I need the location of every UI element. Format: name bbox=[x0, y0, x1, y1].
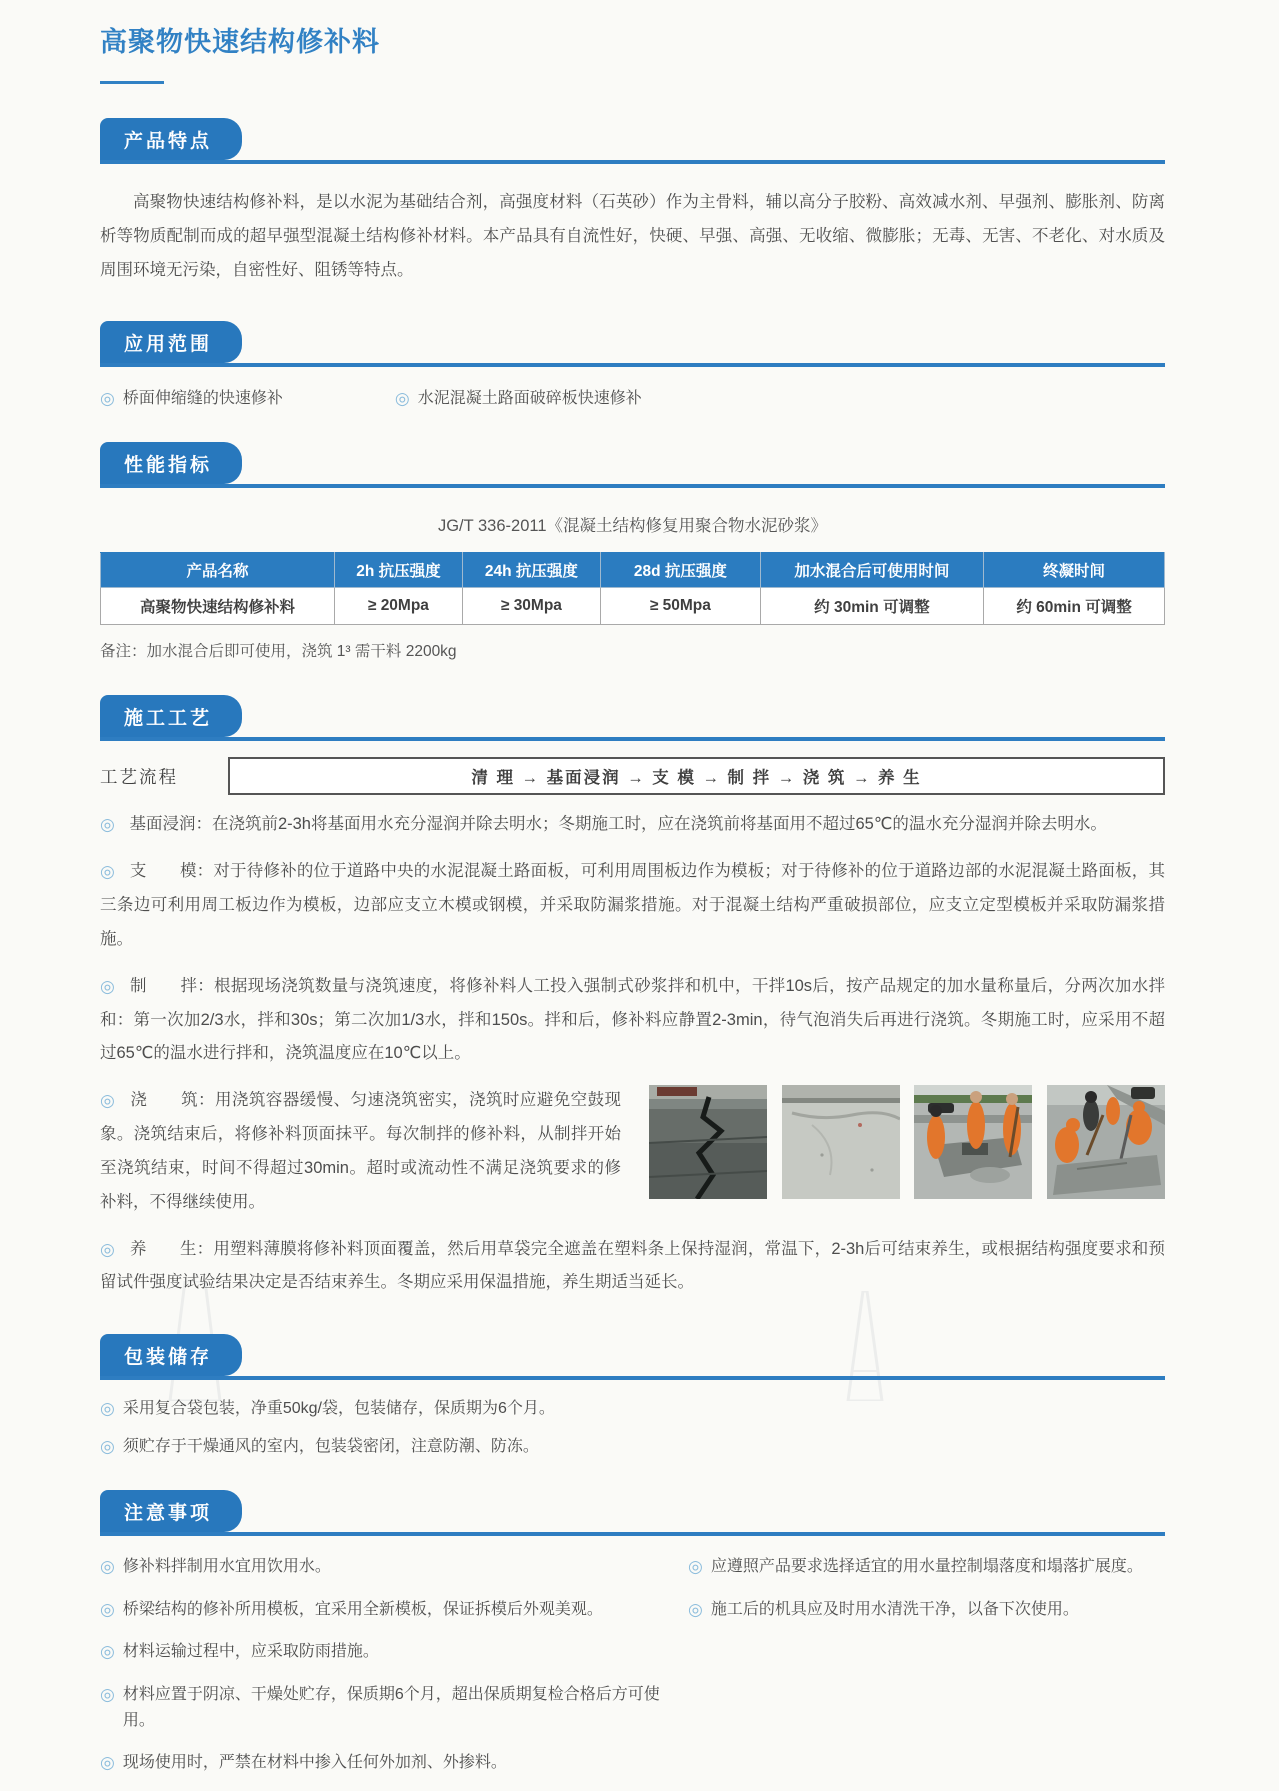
ring-bullet-icon: ◎ bbox=[100, 1091, 116, 1111]
construction-step bbox=[100, 1083, 1165, 1219]
notice-text: 材料运输过程中，应采取防雨措施。 bbox=[122, 1643, 379, 1661]
table-cell: ≥ 50Mpa bbox=[601, 588, 761, 625]
construction-step bbox=[100, 1232, 1165, 1301]
applications-list bbox=[100, 385, 1165, 408]
construction-step bbox=[100, 969, 1165, 1071]
notice-text: 施工后的机具应及时用水清洗干净，以备下次使用。 bbox=[710, 1600, 1079, 1618]
section-heading-notices: 注意事项 bbox=[100, 1490, 242, 1532]
step-text: 基面浸润：在浇筑前2-3h将基面用水充分湿润并除去明水；冬期施工时，应在浇筑前将基面用不超过65℃的温水充分湿润并除去明水。 bbox=[129, 815, 1107, 834]
page-title: 高聚物快速结构修补料 bbox=[100, 27, 380, 57]
features-paragraph: 高聚物快速结构修补料，是以水泥为基础结合剂，高强度材料（石英砂）作为主骨料，辅以高分子胶粉、高效减水剂、早强剂、膨胀剂、防离析等物质配制而成的超早强型混凝土结构修补材料。本产品具有自流性好，快硬、早强、高强、无收缩、微膨胀；无毒、无害、不老化、对水质及周围环境无污染，自密性好、阻锈等特点。 bbox=[100, 193, 1165, 279]
list-item bbox=[100, 1680, 688, 1733]
list-item bbox=[100, 1637, 688, 1665]
notice-text: 应遵照产品要求选择适宜的用水量控制塌落度和塌落扩展度。 bbox=[710, 1558, 1143, 1576]
ring-bullet-icon: ◎ bbox=[100, 815, 115, 835]
section-head-notices bbox=[100, 1490, 1165, 1536]
list-item bbox=[100, 1433, 1165, 1456]
table-row bbox=[101, 588, 1165, 625]
notice-text: 材料应置于阴凉、干燥处贮存，保质期6个月，超出保质期复检合格后方可使用。 bbox=[122, 1685, 660, 1729]
table-cell: 约 30min 可调整 bbox=[760, 588, 983, 625]
notice-text: 现场使用时，严禁在材料中掺入任何外加剂、外掺料。 bbox=[122, 1754, 507, 1772]
ring-bullet-icon: ◎ bbox=[100, 1437, 115, 1457]
step-text: 制 拌：根据现场浇筑数量与浇筑速度，将修补料人工投入强制式砂浆拌和机中，干拌10s后，按产品规定的加水量称量后，分两次加水拌和：第一次加2/3水，拌和30s；第二次加1/3水，拌和150s。拌和后，修补料应静置2-3min，待气泡消失后再进行浇筑。冬期施工时，应采用不超过65℃的温水进行拌和，浇筑温度应在10℃以上。 bbox=[100, 976, 1165, 1063]
list-item bbox=[688, 1595, 1165, 1623]
application-text: 水泥混凝土路面破碎板快速修补 bbox=[417, 390, 642, 408]
list-item bbox=[395, 385, 642, 408]
ring-bullet-icon: ◎ bbox=[100, 389, 115, 409]
section-head-construction bbox=[100, 695, 1165, 741]
notice-text: 修补料拌制用水宜用饮用水。 bbox=[122, 1558, 331, 1576]
table-note: 备注：加水混合后即可使用，浇筑 1³ 需干料 2200kg bbox=[100, 643, 457, 661]
photo-cracked-dark-pavement bbox=[649, 1085, 767, 1199]
ring-bullet-icon: ◎ bbox=[688, 1557, 703, 1577]
table-cell: ≥ 30Mpa bbox=[462, 588, 600, 625]
datasheet-page bbox=[100, 0, 1165, 1791]
ring-bullet-icon: ◎ bbox=[100, 1239, 116, 1259]
table-cell: 约 60min 可调整 bbox=[984, 588, 1165, 625]
packaging-text: 须贮存于干燥通风的室内，包装袋密闭，注意防潮、防冻。 bbox=[122, 1438, 539, 1456]
list-item bbox=[100, 1748, 688, 1776]
ring-bullet-icon: ◎ bbox=[100, 976, 116, 996]
column-header: 28d 抗压强度 bbox=[601, 553, 761, 588]
flow-label: 工艺流程 bbox=[100, 766, 178, 787]
construction-step bbox=[100, 854, 1165, 956]
performance-table bbox=[100, 552, 1165, 625]
photo-workers-finishing-patch bbox=[1047, 1085, 1165, 1199]
ring-bullet-icon: ◎ bbox=[394, 389, 410, 409]
list-item bbox=[100, 1595, 688, 1623]
ring-bullet-icon: ◎ bbox=[100, 862, 116, 882]
notices-left-column bbox=[100, 1552, 688, 1791]
table-cell: ≥ 20Mpa bbox=[335, 588, 463, 625]
notices-list bbox=[100, 1552, 1165, 1791]
section-heading-packaging: 包装储存 bbox=[100, 1334, 242, 1376]
step-text: 浇 筑：用浇筑容器缓慢、匀速浇筑密实，浇筑时应避免空鼓现象。浇筑结束后，将修补料顶面抹平。每次制拌的修补料，从制拌开始至浇筑结束，时间不得超过30min。超时或流动性不满足浇筑要求的修补料，不得继续使用。 bbox=[100, 1091, 622, 1211]
packaging-text: 采用复合袋包装，净重50kg/袋，包装储存，保质期为6个月。 bbox=[122, 1400, 555, 1418]
section-heading-performance: 性能指标 bbox=[100, 442, 242, 484]
step-text: 支 模：对于待修补的位于道路中央的水泥混凝土路面板，可利用周围板边作为模板；对于待修补的位于道路边部的水泥混凝土路面板，其三条边可利用周工板边作为模板，边部应支立木模或钢模，并采取防漏浆措施。对于混凝土结构严重破损部位，应支立定型模板并采取防漏浆措施。 bbox=[100, 862, 1166, 948]
ring-bullet-icon: ◎ bbox=[100, 1642, 115, 1662]
column-header: 2h 抗压强度 bbox=[335, 553, 463, 588]
section-head-features bbox=[100, 118, 1165, 164]
section-heading-features: 产品特点 bbox=[100, 118, 242, 160]
flow-diagram: 清 理 → 基面浸润 → 支 模 → 制 拌 → 浇 筑 → 养 生 bbox=[228, 757, 1165, 795]
notice-text: 桥梁结构的修补所用模板，宜采用全新模板，保证拆模后外观美观。 bbox=[122, 1600, 603, 1618]
application-text: 桥面伸缩缝的快速修补 bbox=[122, 390, 283, 408]
ring-bullet-icon: ◎ bbox=[688, 1599, 703, 1619]
section-heading-applications: 应用范围 bbox=[100, 321, 242, 363]
section-head-applications bbox=[100, 321, 1165, 367]
column-header: 24h 抗压强度 bbox=[462, 553, 600, 588]
step-text: 养 生：用塑料薄膜将修补料顶面覆盖，然后用草袋完全遮盖在塑料条上保持湿润，常温下，2-3h后可结束养生，或根据结构强度要求和预留试件强度试验结果决定是否结束养生。冬期应采用保温措施，养生期适当延长。 bbox=[100, 1239, 1165, 1292]
standard-reference: JG/T 336-2011《混凝土结构修复用聚合物水泥砂浆》 bbox=[437, 517, 828, 536]
column-header: 终凝时间 bbox=[984, 553, 1165, 588]
notices-right-column bbox=[688, 1552, 1165, 1791]
section-head-packaging bbox=[100, 1334, 1165, 1380]
ring-bullet-icon: ◎ bbox=[100, 1599, 115, 1619]
table-cell: 高聚物快速结构修补料 bbox=[101, 588, 335, 625]
section-head-performance bbox=[100, 442, 1165, 488]
list-item bbox=[100, 1552, 688, 1580]
ring-bullet-icon: ◎ bbox=[100, 1557, 115, 1577]
ring-bullet-icon: ◎ bbox=[100, 1399, 115, 1419]
process-flow-row bbox=[100, 757, 1165, 795]
list-item bbox=[100, 385, 283, 408]
table-header-row bbox=[101, 553, 1165, 588]
column-header: 加水混合后可使用时间 bbox=[760, 553, 983, 588]
site-photos bbox=[649, 1085, 1165, 1199]
title-underline bbox=[100, 81, 164, 84]
column-header: 产品名称 bbox=[101, 553, 335, 588]
photo-cracked-concrete-slab bbox=[782, 1085, 900, 1199]
ring-bullet-icon: ◎ bbox=[100, 1753, 115, 1773]
section-heading-construction: 施工工艺 bbox=[100, 695, 242, 737]
list-item bbox=[688, 1552, 1165, 1580]
construction-step bbox=[100, 807, 1165, 842]
photo-workers-placing-repair-mortar bbox=[914, 1085, 1032, 1199]
ring-bullet-icon: ◎ bbox=[100, 1684, 115, 1704]
list-item bbox=[100, 1395, 1165, 1418]
